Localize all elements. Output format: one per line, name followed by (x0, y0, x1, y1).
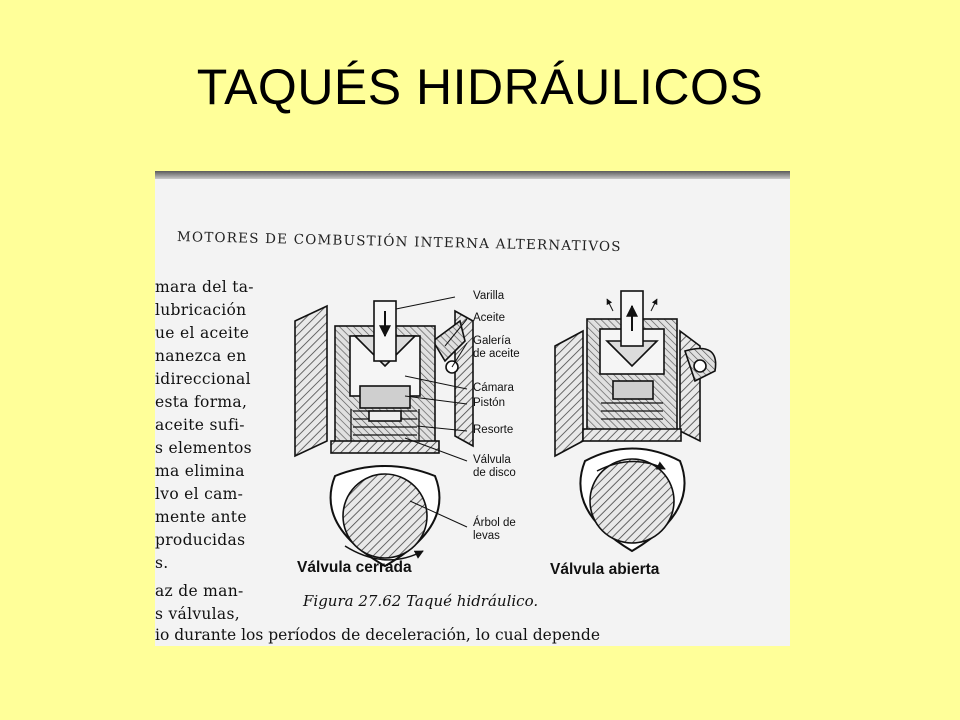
bottom-text-line: io durante los períodos de deceleración, lo cual depende (155, 626, 601, 644)
text-line: mara del ta- (155, 278, 254, 296)
label-piston: Pistón (473, 397, 505, 409)
label-varilla: Varilla (473, 290, 505, 302)
tappet-closed (295, 301, 473, 566)
text-line: idireccional (155, 370, 251, 388)
caption-valvula-abierta: Válvula abierta (550, 561, 660, 578)
label-aceite: Aceite (473, 312, 505, 324)
label-arbol-levas: Árbol de levas (473, 517, 516, 542)
label-resorte: Resorte (473, 424, 514, 436)
text-line: producidas (155, 531, 246, 549)
text-line: s elementos (155, 439, 252, 457)
text-line: aceite sufi- (155, 416, 245, 434)
text-line: nanezca en (155, 347, 247, 365)
label-galeria-aceite: Galería de aceite (473, 335, 520, 360)
label-valvula-disco: Válvula de disco (473, 454, 516, 479)
scanned-page-image (155, 171, 790, 646)
text-line: lubricación (155, 301, 247, 319)
tappet-open (555, 291, 716, 551)
slide-title: TAQUÉS HIDRÁULICOS (196, 59, 764, 115)
text-line: mente ante (155, 508, 247, 526)
text-line: ma elimina (155, 462, 245, 480)
text-line: esta forma, (155, 393, 248, 411)
text-line: ue el aceite (155, 324, 250, 342)
figure-caption: Figura 27.62 Taqué hidráulico. (303, 592, 539, 610)
text-line: s válvulas, (155, 605, 240, 623)
book-header: MOTORES DE COMBUSTIÓN INTERNA ALTERNATIVOS (176, 229, 622, 256)
text-line: az de man- (155, 582, 244, 600)
label-camara: Cámara (473, 382, 514, 394)
caption-valvula-cerrada: Válvula cerrada (297, 559, 412, 576)
text-line: s. (155, 554, 169, 572)
text-line: lvo el cam- (155, 485, 244, 503)
